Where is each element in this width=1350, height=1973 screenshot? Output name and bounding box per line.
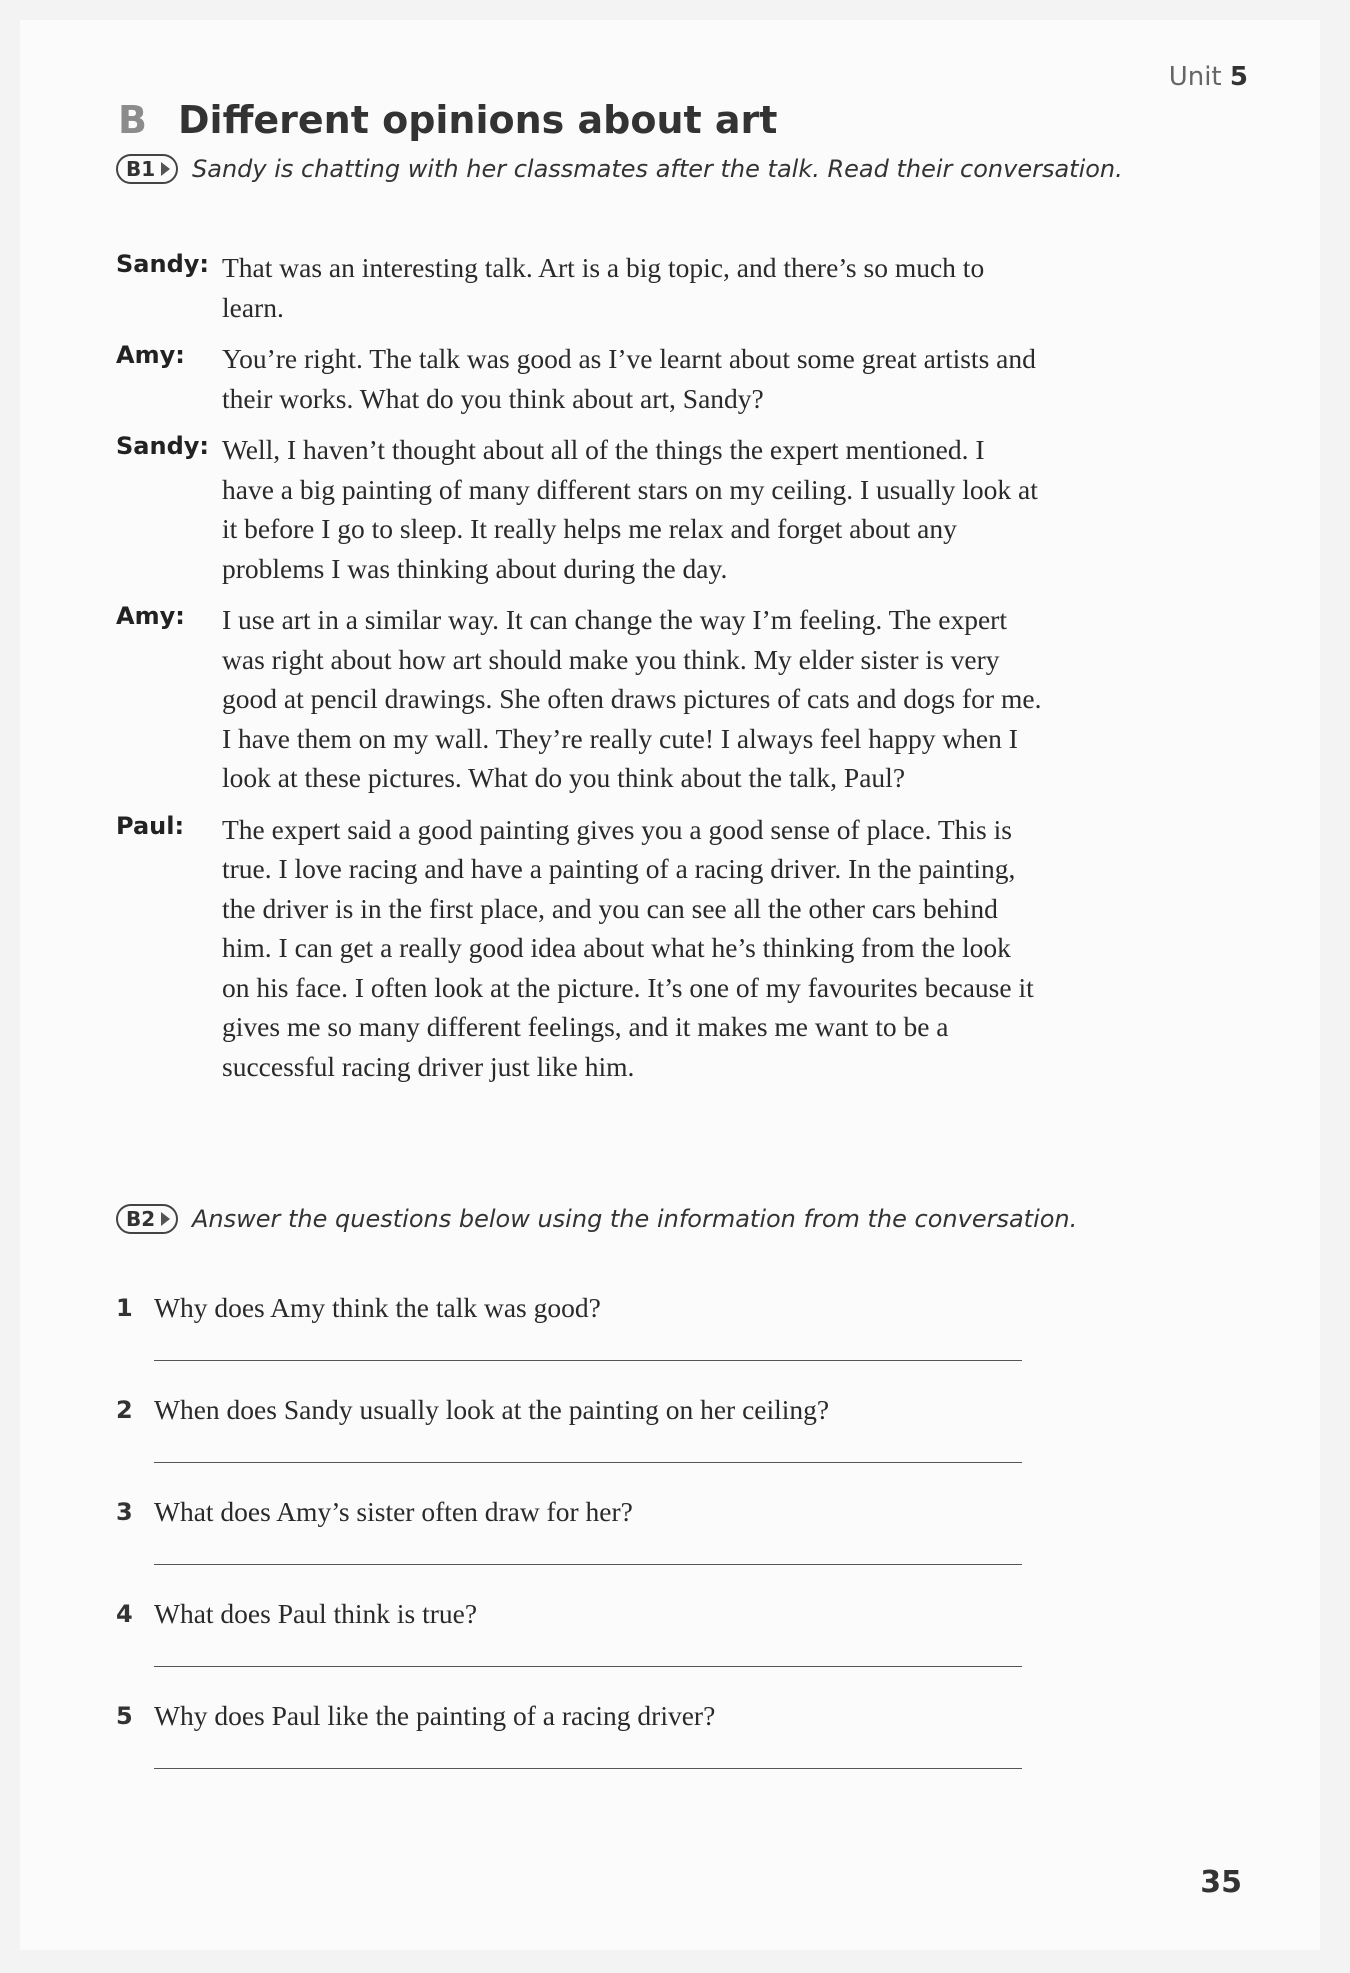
play-arrow-icon bbox=[161, 1212, 170, 1226]
question-number: 4 bbox=[116, 1600, 133, 1628]
b1-instruction bbox=[116, 154, 1123, 184]
section-letter: B bbox=[118, 98, 147, 142]
dialogue-turn bbox=[116, 248, 1286, 327]
question-text: What does Amy’s sister often draw for her? bbox=[154, 1496, 633, 1527]
b1-badge-label: B1 bbox=[126, 157, 156, 181]
answer-line[interactable] bbox=[154, 1462, 1022, 1463]
question-text: Why does Paul like the painting of a racing driver? bbox=[154, 1700, 716, 1731]
question-number: 1 bbox=[116, 1294, 133, 1322]
speaker-name: Sandy: bbox=[116, 250, 209, 278]
speech-text: I use art in a similar way. It can change the way I’m feeling. The expert was right about how art should make you think. My elder sister is very good at pencil drawings. She often draws pictures of cats and dogs for me. I have them on my wall. They’re really cute! I always feel happy when I look at these pictures. What do you think about the talk, Paul? bbox=[222, 604, 1042, 793]
dialogue-turn bbox=[116, 810, 1286, 1087]
b2-badge bbox=[116, 1204, 178, 1234]
speech-text: Well, I haven’t thought about all of the things the expert mentioned. I have a big painting of many different stars on my ceiling. I usually look at it before I go to sleep. It really helps me relax and forget about any problems I was thinking about during the day. bbox=[222, 434, 1038, 584]
workbook-page bbox=[20, 20, 1320, 1950]
question-text: What does Paul think is true? bbox=[154, 1598, 478, 1629]
page-number: 35 bbox=[1200, 1865, 1242, 1900]
b2-instruction-text: Answer the questions below using the information from the conversation. bbox=[192, 1205, 1078, 1233]
question-item bbox=[116, 1598, 1286, 1700]
speech-text: The expert said a good painting gives you a good sense of place. This is true. I love racing and have a painting of a racing driver. In the painting, the driver is in the first place, and you can see all the other cars behind him. I can get a really good idea about what he’s thinking from the look on his face. I often look at the picture. It’s one of my favourites because it gives me so many different feelings, and it makes me want to be a successful racing driver just like him. bbox=[222, 813, 1034, 1082]
unit-label-text: Unit bbox=[1168, 62, 1222, 92]
dialogue-turn bbox=[116, 339, 1286, 418]
speech-text: You’re right. The talk was good as I’ve learnt about some great artists and their works. What do you think about art, Sandy? bbox=[222, 343, 1036, 414]
speaker-name: Sandy: bbox=[116, 432, 209, 460]
question-item bbox=[116, 1394, 1286, 1496]
question-text: When does Sandy usually look at the painting on her ceiling? bbox=[154, 1394, 830, 1425]
question-number: 2 bbox=[116, 1396, 133, 1424]
b2-badge-label: B2 bbox=[126, 1207, 156, 1231]
dialogue-turn bbox=[116, 430, 1286, 588]
speaker-name: Amy: bbox=[116, 341, 185, 369]
question-list bbox=[116, 1292, 1286, 1802]
question-number: 3 bbox=[116, 1498, 133, 1526]
answer-line[interactable] bbox=[154, 1360, 1022, 1361]
question-text: Why does Amy think the talk was good? bbox=[154, 1292, 601, 1323]
answer-line[interactable] bbox=[154, 1564, 1022, 1565]
question-item bbox=[116, 1700, 1286, 1802]
b1-badge bbox=[116, 154, 178, 184]
play-arrow-icon bbox=[161, 162, 170, 176]
unit-label bbox=[1169, 62, 1248, 92]
conversation bbox=[116, 248, 1286, 1098]
answer-line[interactable] bbox=[154, 1666, 1022, 1667]
b2-instruction bbox=[116, 1204, 1077, 1234]
unit-number: 5 bbox=[1229, 62, 1248, 92]
speech-text: That was an interesting talk. Art is a big topic, and there’s so much to learn. bbox=[222, 252, 985, 323]
speaker-name: Paul: bbox=[116, 811, 185, 840]
answer-line[interactable] bbox=[154, 1768, 1022, 1769]
question-number: 5 bbox=[116, 1702, 133, 1730]
b1-instruction-text: Sandy is chatting with her classmates after the talk. Read their conversation. bbox=[192, 155, 1123, 183]
question-item bbox=[116, 1496, 1286, 1598]
speaker-name: Amy: bbox=[116, 602, 185, 630]
section-title: Different opinions about art bbox=[178, 98, 778, 142]
dialogue-turn bbox=[116, 600, 1286, 798]
question-item bbox=[116, 1292, 1286, 1394]
